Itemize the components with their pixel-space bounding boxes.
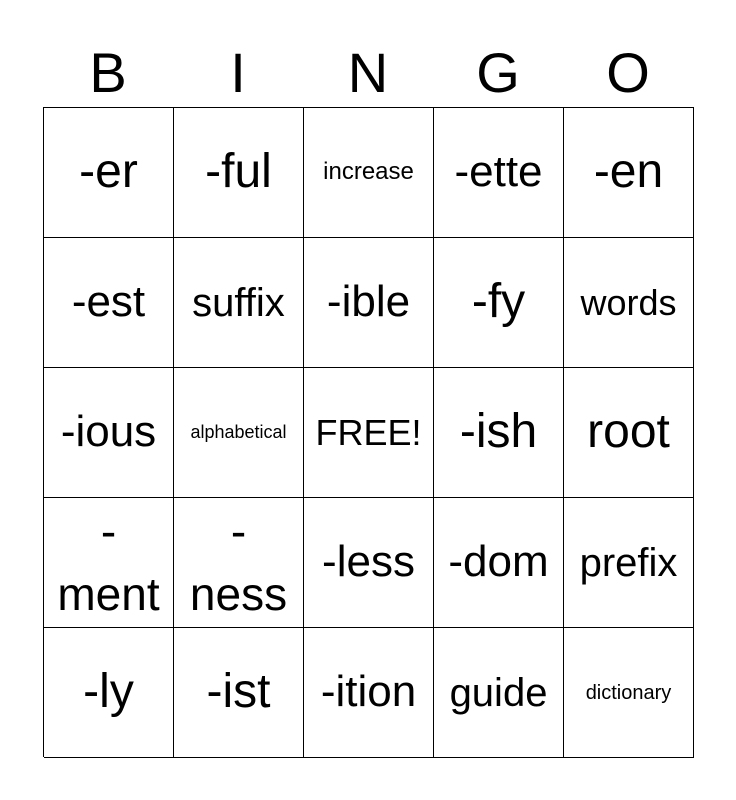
header-letter-g: G bbox=[476, 41, 520, 104]
bingo-cell[interactable] bbox=[304, 108, 434, 238]
cell-text: increase bbox=[323, 158, 414, 186]
bingo-cell[interactable] bbox=[44, 628, 174, 758]
bingo-cell[interactable] bbox=[434, 238, 564, 368]
header-letter-b: B bbox=[89, 41, 127, 104]
cell-text: -ible bbox=[326, 277, 411, 327]
bingo-cell[interactable] bbox=[44, 498, 174, 628]
cell-text: dictionary bbox=[585, 681, 672, 704]
bingo-cell[interactable] bbox=[434, 108, 564, 238]
cell-text: -ly bbox=[83, 665, 134, 719]
bingo-cell[interactable] bbox=[174, 368, 304, 498]
bingo-header bbox=[43, 42, 693, 104]
bingo-board bbox=[43, 107, 694, 757]
cell-text: -ist bbox=[206, 665, 271, 719]
free-space-label: FREE! bbox=[315, 411, 422, 453]
bingo-cell[interactable] bbox=[174, 498, 304, 628]
cell-text: words bbox=[580, 281, 677, 323]
bingo-cell[interactable] bbox=[304, 628, 434, 758]
header-letter-n: N bbox=[347, 41, 389, 104]
cell-text: guide bbox=[449, 670, 548, 715]
header-letter-o: O bbox=[606, 41, 650, 104]
cell-text: -dom bbox=[448, 537, 549, 587]
cell-text: -ette bbox=[454, 147, 543, 197]
bingo-cell[interactable] bbox=[304, 238, 434, 368]
bingo-cell[interactable] bbox=[174, 238, 304, 368]
cell-text: alphabetical bbox=[190, 421, 287, 442]
bingo-cell[interactable] bbox=[304, 368, 434, 498]
bingo-cell[interactable] bbox=[44, 108, 174, 238]
bingo-cell[interactable] bbox=[564, 368, 694, 498]
bingo-cell[interactable] bbox=[174, 628, 304, 758]
header-letter-i: I bbox=[230, 41, 246, 104]
cell-text: suffix bbox=[192, 280, 285, 325]
cell-text: -er bbox=[79, 145, 138, 199]
cell-text: -less bbox=[322, 537, 415, 587]
cell-text: -fy bbox=[471, 275, 526, 329]
bingo-cell[interactable] bbox=[564, 498, 694, 628]
bingo-cell[interactable] bbox=[434, 628, 564, 758]
cell-text: - ness bbox=[189, 505, 288, 620]
bingo-cell[interactable] bbox=[44, 368, 174, 498]
bingo-cell[interactable] bbox=[564, 628, 694, 758]
bingo-cell[interactable] bbox=[564, 238, 694, 368]
cell-text: prefix bbox=[579, 540, 678, 585]
cell-text: root bbox=[587, 405, 670, 459]
cell-text: -est bbox=[71, 277, 146, 327]
cell-text: -ition bbox=[320, 667, 417, 717]
bingo-cell[interactable] bbox=[434, 498, 564, 628]
cell-text: - ment bbox=[57, 505, 160, 620]
bingo-cell[interactable] bbox=[564, 108, 694, 238]
cell-text: -ious bbox=[60, 407, 157, 457]
cell-text: -en bbox=[593, 145, 664, 199]
bingo-cell[interactable] bbox=[434, 368, 564, 498]
cell-text: -ish bbox=[459, 405, 538, 459]
bingo-cell[interactable] bbox=[304, 498, 434, 628]
cell-text: -ful bbox=[205, 145, 272, 199]
bingo-cell[interactable] bbox=[174, 108, 304, 238]
bingo-cell[interactable] bbox=[44, 238, 174, 368]
